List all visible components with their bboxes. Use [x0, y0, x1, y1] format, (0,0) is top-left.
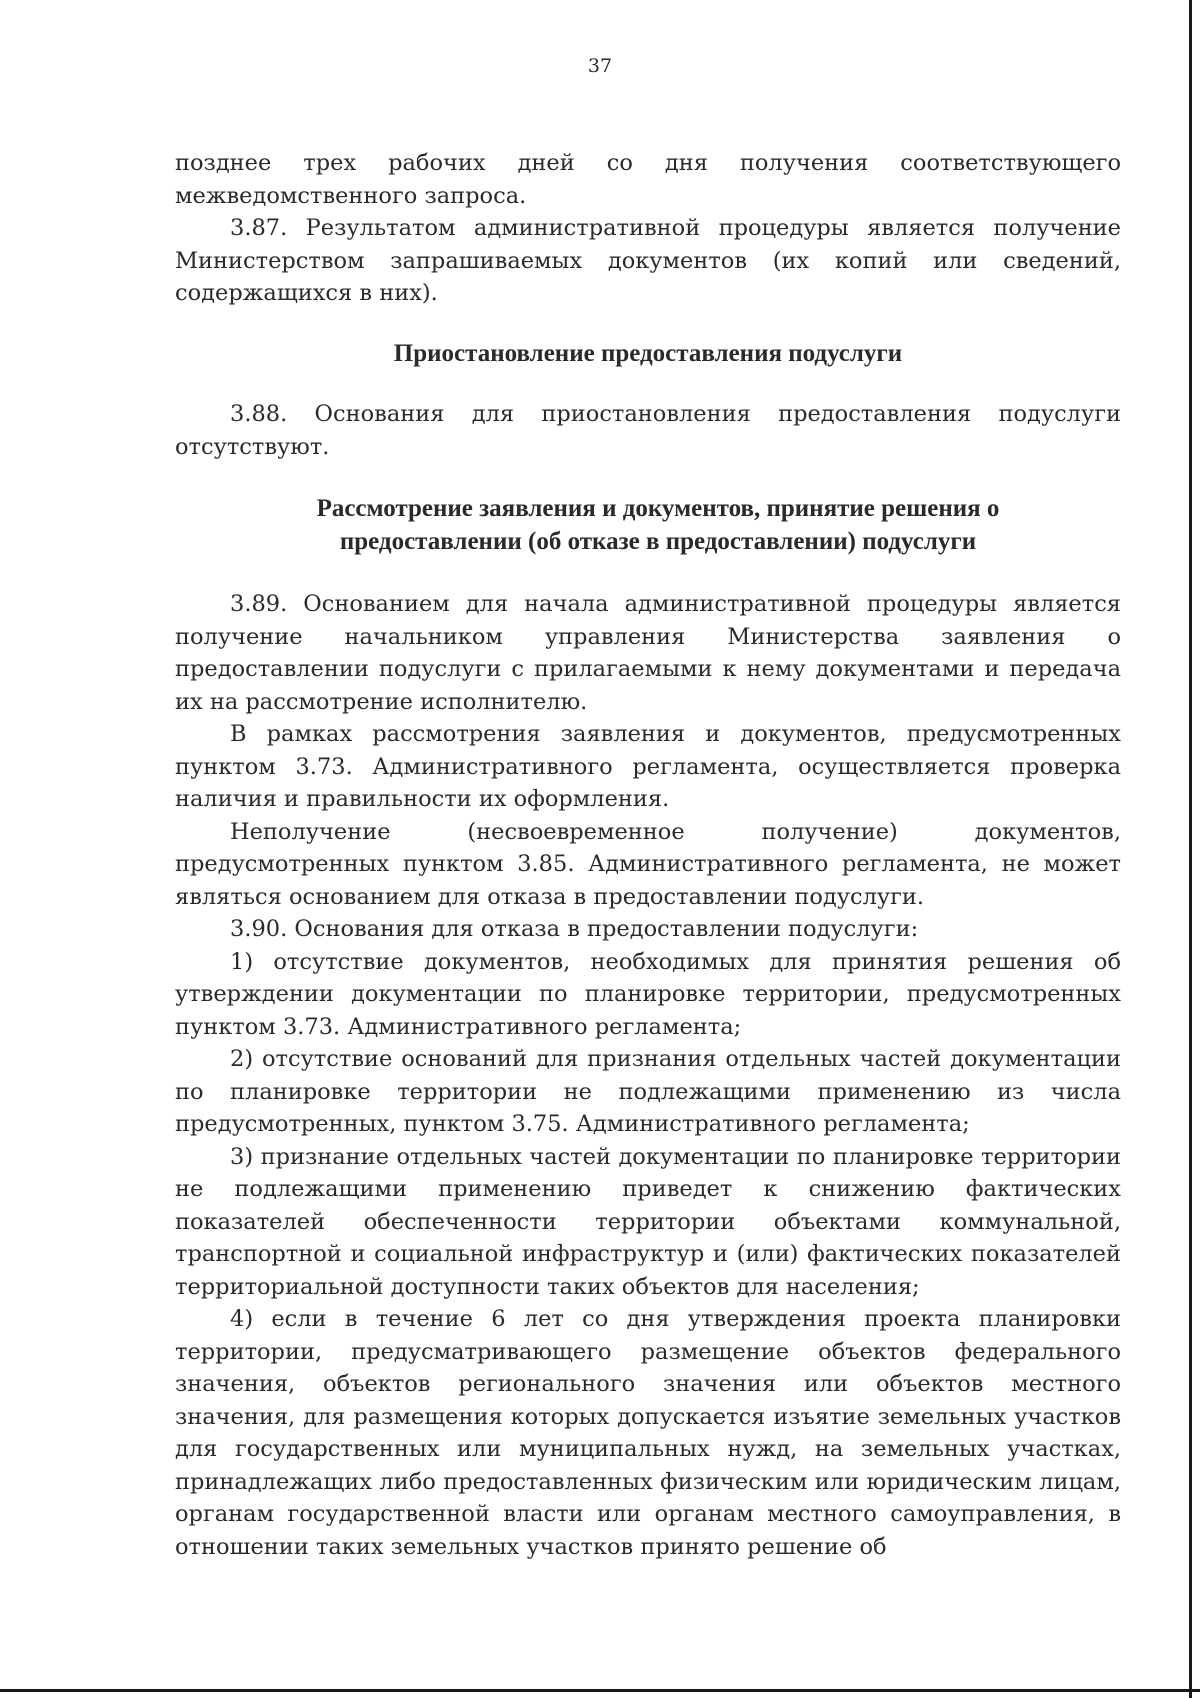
paragraph-3-87: 3.87. Результатом административной процедуры является получение Министерством запрашиваемых документов (их копий или сведений, содержащихся в них). — [175, 215, 1121, 306]
paragraph-3-89: 3.89. Основанием для начала административной процедуры является получение начальником управления Министерства заявления о предоставлении подуслуги с прилагаемыми к нему документами и передача их на рассмотрение исполнителю. — [175, 591, 1121, 715]
list-item: 3) признание отдельных частей документации по планировке территории не подлежащими применению приведет к снижению фактических показателей обеспеченности территории объектами коммунальной, транспортной и социальной инфраструктур и (или) фактических показателей территориальной доступности таких объектов для населения; — [175, 1143, 1121, 1300]
list-item: 2) отсутствие оснований для признания отдельных частей документации по планировке территории не подлежащими применению из числа предусмотренных, пунктом 3.75. Административного регламента; — [175, 1046, 1121, 1137]
paragraph-3-90: 3.90. Основания для отказа в предоставлении подуслуги: — [230, 916, 919, 942]
list-item: 1) отсутствие документов, необходимых для принятия решения об утверждении документации по планировке территории, предусмотренных пунктом 3.73. Административного регламента; — [175, 948, 1121, 1040]
section-heading: Рассмотрение заявления и документов, принятие решения о предоставлении (об отказе в предоставлении) подуслуги — [316, 495, 1000, 555]
page-number: 37 — [587, 55, 613, 77]
paragraph: Неполучение (несвоевременное получение) документов, предусмотренных пунктом 3.85. Административного регламента, не может являться основанием для отказа в предоставлении подуслуги. — [175, 818, 1121, 910]
paragraph: позднее трех рабочих дней со дня получения соответствующего межведомственного запроса. — [175, 150, 1121, 209]
paragraph: В рамках рассмотрения заявления и документов, предусмотренных пунктом 3.73. Административного регламента, осуществляется проверка наличия и правильности их оформления. — [175, 721, 1121, 812]
list-item: 4) если в течение 6 лет со дня утверждения проекта планировки территории, предусматривающего размещение объектов федерального значения, объектов регионального значения или объектов местного значения, для размещения которых допускается изъятие земельных участков для государственных или муниципальных нужд, на земельных участках, принадлежащих либо предоставленных физическим или юридическим лицам, органам государственной власти или органам местного самоуправления, в отношении таких земельных участков принято решение об — [175, 1306, 1121, 1560]
section-heading: Приостановление предоставления подуслуги — [393, 339, 903, 367]
scan-edge-right — [1189, 0, 1192, 1698]
document-body — [175, 147, 1121, 1563]
paragraph-3-88: 3.88. Основания для приостановления предоставления подуслуги отсутствуют. — [175, 401, 1121, 460]
scan-edge-bottom — [0, 1689, 1200, 1692]
